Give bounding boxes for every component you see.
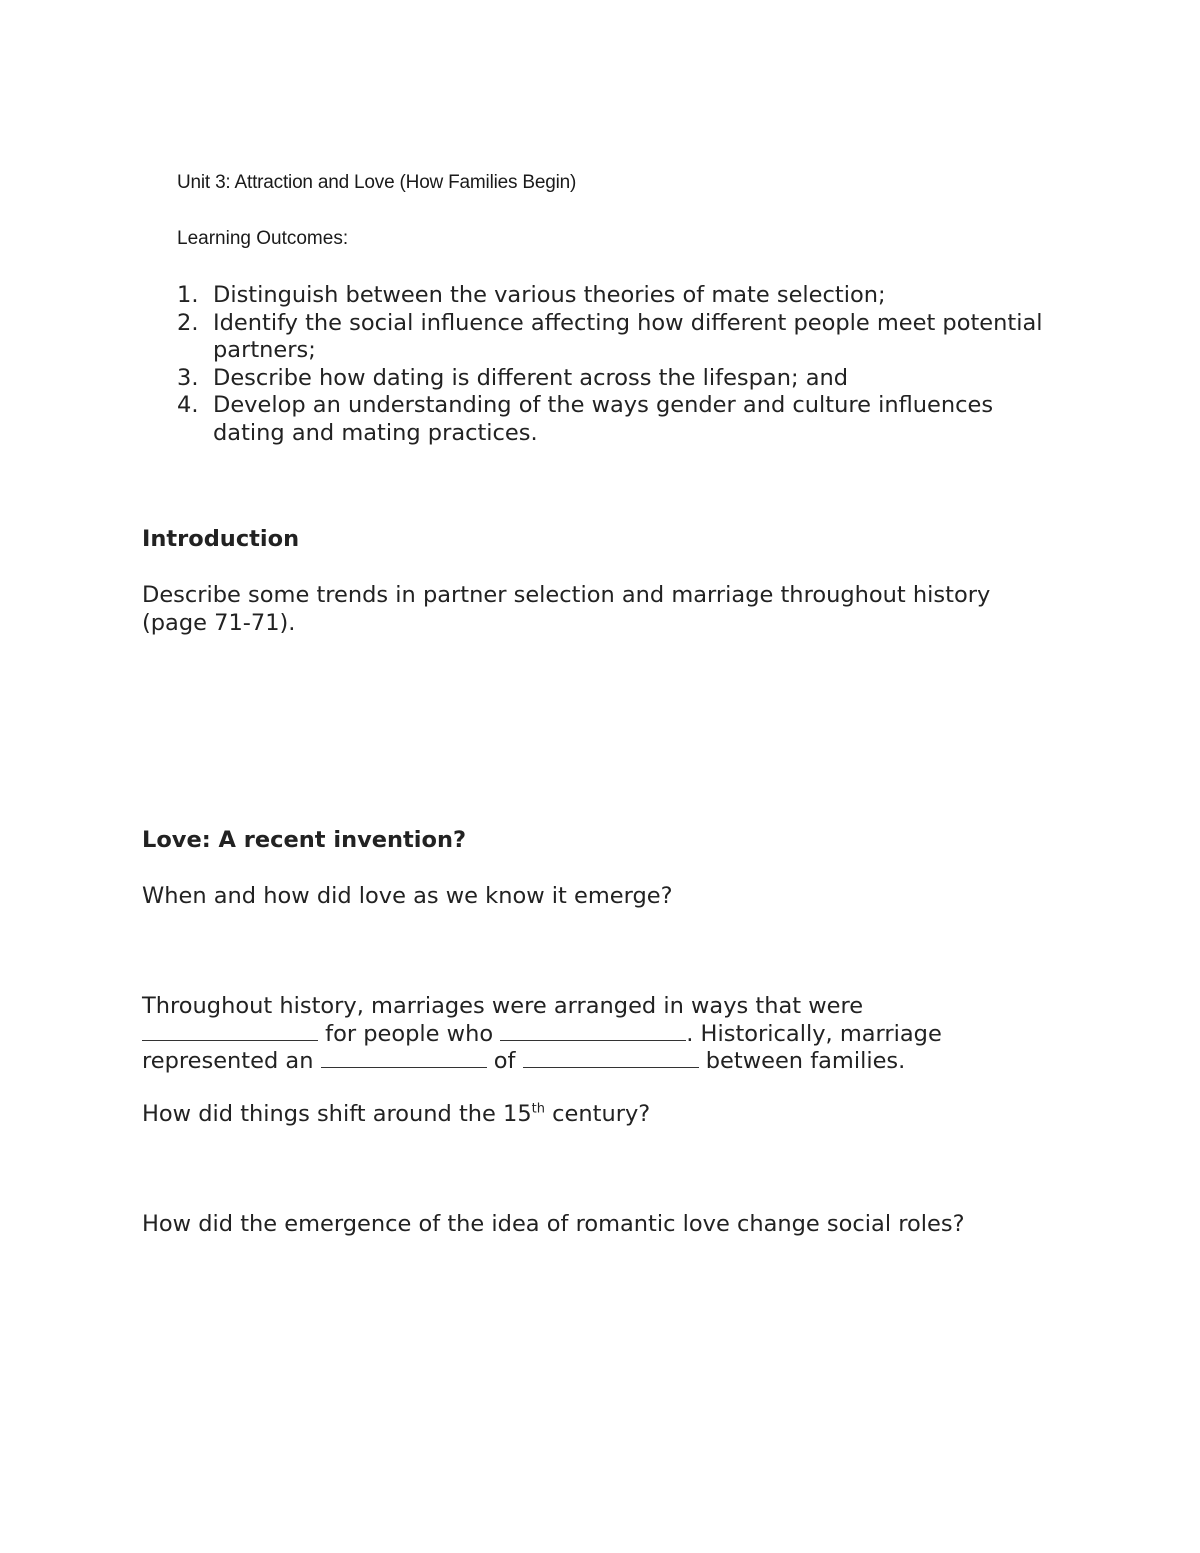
blank-line[interactable]	[500, 1022, 686, 1041]
fill-text: represented an	[142, 1048, 321, 1074]
fill-text: Throughout history, marriages were arranged in ways that were	[142, 993, 864, 1019]
list-item	[177, 310, 1057, 365]
list-item	[177, 365, 1057, 393]
learning-outcomes-heading: Learning Outcomes:	[177, 228, 349, 249]
list-item	[177, 392, 1057, 447]
list-number: 3.	[177, 364, 199, 391]
love-question-social-roles: How did the emergence of the idea of romantic love change social roles?	[142, 1211, 965, 1237]
list-number: 1.	[177, 282, 199, 308]
question-text: How did things shift around the 15	[142, 1101, 532, 1127]
ordinal-suffix: th	[531, 1101, 546, 1117]
fill-text: of	[486, 1048, 523, 1074]
list-text: Identify the social influence affecting how different people meet potential partners;	[213, 309, 1043, 363]
introduction-heading: Introduction	[142, 526, 300, 552]
love-question-emergence: When and how did love as we know it emerge?	[142, 883, 673, 909]
list-number: 4.	[177, 392, 199, 418]
blank-line[interactable]	[321, 1049, 487, 1068]
fill-text: . Historically, marriage	[686, 1020, 942, 1047]
fill-text: between families.	[698, 1048, 906, 1074]
love-heading: Love: A recent invention?	[142, 827, 467, 853]
blank-line[interactable]	[142, 1022, 318, 1041]
question-text: century?	[545, 1101, 651, 1127]
list-text: Describe how dating is different across the lifespan; and	[213, 364, 849, 391]
fill-text: for people who	[318, 1020, 501, 1047]
list-text: Distinguish between the various theories of mate selection;	[213, 282, 886, 308]
love-question-15th-century	[142, 1101, 1042, 1129]
list-number: 2.	[177, 309, 199, 336]
list-item	[177, 282, 1057, 310]
blank-line[interactable]	[523, 1049, 699, 1068]
fill-in-paragraph	[142, 993, 1042, 1076]
unit-title: Unit 3: Attraction and Love (How Families Begin)	[177, 172, 577, 193]
introduction-prompt: Describe some trends in partner selection and marriage throughout history (page 71-71).	[142, 582, 991, 636]
learning-outcomes-list	[177, 282, 1057, 447]
list-text: Develop an understanding of the ways gender and culture influences dating and mating practices.	[213, 392, 994, 446]
